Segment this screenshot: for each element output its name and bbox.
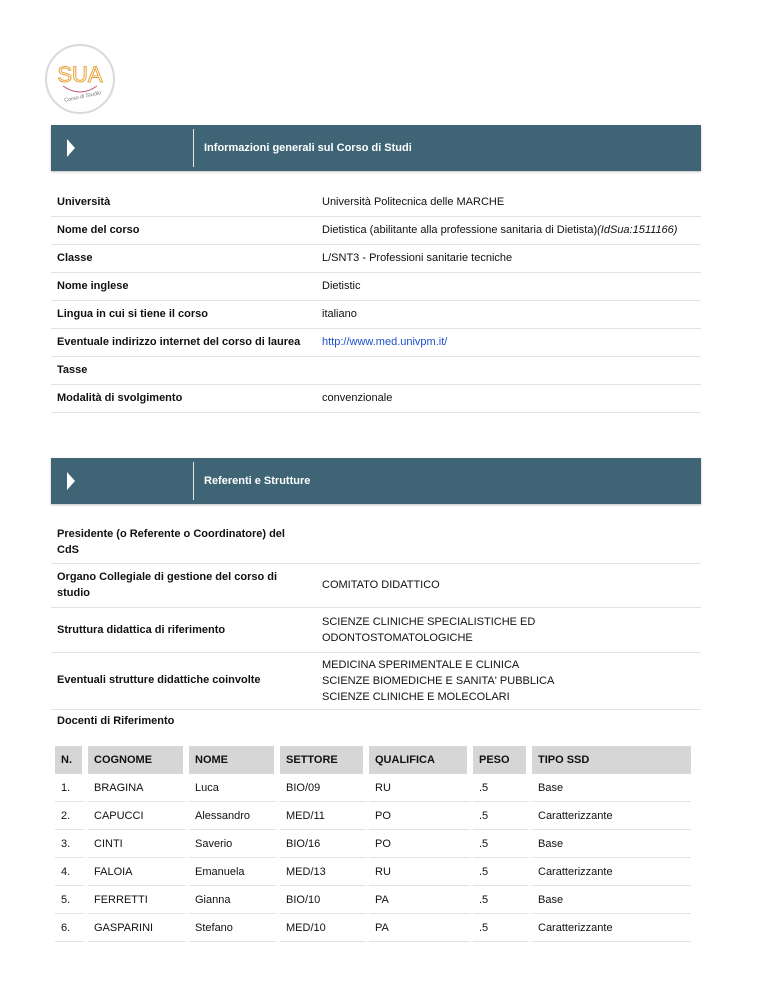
- info-value: Dietistic: [322, 280, 361, 292]
- col-header-n: N.: [55, 746, 88, 774]
- col-header-tipo-ssd: TIPO SSD: [532, 746, 691, 774]
- info-value: MEDICINA SPERIMENTALE E CLINICA SCIENZE BIOMEDICHE E SANITA' PUBBLICA SCIENZE CLINICHE E MOLECOLARI: [322, 659, 555, 703]
- info-value: Dietistica (abilitante alla professione sanitaria di Dietista)(IdSua:1511166): [322, 224, 678, 236]
- cell-peso: .5: [473, 802, 532, 830]
- cell-n: 1.: [55, 774, 88, 802]
- sua-logo: [45, 44, 115, 114]
- cell-cognome: BRAGINA: [88, 774, 189, 802]
- banner-divider: [193, 462, 194, 500]
- arrow-right-icon: [67, 139, 75, 157]
- cell-tipo-ssd: Base: [532, 830, 691, 858]
- info-row-presidente: [51, 521, 701, 564]
- info-row-lingua: [51, 300, 701, 329]
- section-banner-info: [51, 125, 701, 171]
- table-row: [55, 830, 691, 858]
- cell-tipo-ssd: Caratterizzante: [532, 858, 691, 886]
- info-row-organo: [51, 563, 701, 608]
- info-label: Università: [57, 196, 111, 208]
- cell-settore: BIO/09: [280, 774, 369, 802]
- cell-nome: Emanuela: [189, 858, 280, 886]
- info-label: Presidente (o Referente o Coordinatore) del CdS: [57, 528, 285, 556]
- cell-settore: MED/11: [280, 802, 369, 830]
- info-row-nome-corso: [51, 216, 701, 245]
- cell-nome: Luca: [189, 774, 280, 802]
- cell-n: 4.: [55, 858, 88, 886]
- cell-cognome: FERRETTI: [88, 886, 189, 914]
- info-value: L/SNT3 - Professioni sanitarie tecniche: [322, 252, 513, 264]
- info-row-modalita: [51, 384, 701, 413]
- info-row-nome-inglese: [51, 272, 701, 301]
- table-row: [55, 774, 691, 802]
- cell-tipo-ssd: Caratterizzante: [532, 914, 691, 942]
- cell-tipo-ssd: Base: [532, 886, 691, 914]
- info-label: Eventuale indirizzo internet del corso di laurea: [57, 336, 301, 348]
- section-title: Informazioni generali sul Corso di Studi: [204, 142, 412, 154]
- course-url-link[interactable]: http://www.med.univpm.it/: [322, 336, 448, 348]
- cell-tipo-ssd: Caratterizzante: [532, 802, 691, 830]
- cell-settore: BIO/16: [280, 830, 369, 858]
- col-header-peso: PESO: [473, 746, 532, 774]
- cell-peso: .5: [473, 774, 532, 802]
- cell-peso: .5: [473, 914, 532, 942]
- col-header-settore: SETTORE: [280, 746, 369, 774]
- table-row: [55, 802, 691, 830]
- cell-nome: Saverio: [189, 830, 280, 858]
- table-row: [55, 886, 691, 914]
- logo-bottom-text: Corso di Studio: [63, 90, 102, 104]
- info-row-struttura: [51, 607, 701, 653]
- info-value: [322, 336, 447, 348]
- table-row: [55, 914, 691, 942]
- info-row-universita: [51, 188, 701, 217]
- table-header-row: [55, 746, 691, 774]
- info-label: Eventuali strutture didattiche coinvolte: [57, 674, 261, 686]
- cell-qualifica: PA: [369, 914, 473, 942]
- info-label: Tasse: [57, 364, 88, 376]
- cell-n: 6.: [55, 914, 88, 942]
- cell-cognome: CINTI: [88, 830, 189, 858]
- cell-qualifica: RU: [369, 858, 473, 886]
- cell-qualifica: PO: [369, 830, 473, 858]
- sua-logo-icon: [47, 46, 113, 112]
- cell-n: 5.: [55, 886, 88, 914]
- cell-qualifica: PO: [369, 802, 473, 830]
- docenti-title: Docenti di Riferimento: [57, 715, 175, 727]
- info-label: Struttura didattica di riferimento: [57, 624, 226, 636]
- cell-cognome: CAPUCCI: [88, 802, 189, 830]
- col-header-qualifica: QUALIFICA: [369, 746, 473, 774]
- info-value: COMITATO DIDATTICO: [322, 579, 440, 591]
- cell-cognome: FALOIA: [88, 858, 189, 886]
- cell-peso: .5: [473, 830, 532, 858]
- cell-settore: MED/10: [280, 914, 369, 942]
- info-label: Modalità di svolgimento: [57, 392, 183, 404]
- info-label: Classe: [57, 252, 93, 264]
- info-value: convenzionale: [322, 392, 393, 404]
- cell-peso: .5: [473, 886, 532, 914]
- section-title: Referenti e Strutture: [204, 475, 311, 487]
- info-label: Lingua in cui si tiene il corso: [57, 308, 208, 320]
- section-banner-referenti: [51, 458, 701, 504]
- info-label: Nome inglese: [57, 280, 129, 292]
- cell-nome: Stefano: [189, 914, 280, 942]
- cell-settore: MED/13: [280, 858, 369, 886]
- cell-tipo-ssd: Base: [532, 774, 691, 802]
- info-label: Nome del corso: [57, 224, 140, 236]
- docenti-table: [55, 746, 691, 942]
- arrow-right-icon: [67, 472, 75, 490]
- info-value: Università Politecnica delle MARCHE: [322, 196, 505, 208]
- cell-cognome: GASPARINI: [88, 914, 189, 942]
- banner-divider: [193, 129, 194, 167]
- info-row-strutture-coinvolte: [51, 652, 701, 710]
- cell-n: 2.: [55, 802, 88, 830]
- info-value: italiano: [322, 308, 357, 320]
- info-label: Organo Collegiale di gestione del corso di studio: [57, 571, 278, 599]
- col-header-nome: NOME: [189, 746, 280, 774]
- info-row-tasse: [51, 356, 701, 385]
- col-header-cognome: COGNOME: [88, 746, 189, 774]
- cell-nome: Gianna: [189, 886, 280, 914]
- info-row-classe: [51, 244, 701, 273]
- cell-qualifica: PA: [369, 886, 473, 914]
- cell-n: 3.: [55, 830, 88, 858]
- cell-settore: BIO/10: [280, 886, 369, 914]
- logo-top-text: SUA: [57, 62, 103, 87]
- info-row-indirizzo: [51, 328, 701, 357]
- cell-qualifica: RU: [369, 774, 473, 802]
- info-value: SCIENZE CLINICHE SPECIALISTICHE ED ODONTOSTOMATOLOGICHE: [322, 616, 536, 644]
- cell-peso: .5: [473, 858, 532, 886]
- table-row: [55, 858, 691, 886]
- cell-nome: Alessandro: [189, 802, 280, 830]
